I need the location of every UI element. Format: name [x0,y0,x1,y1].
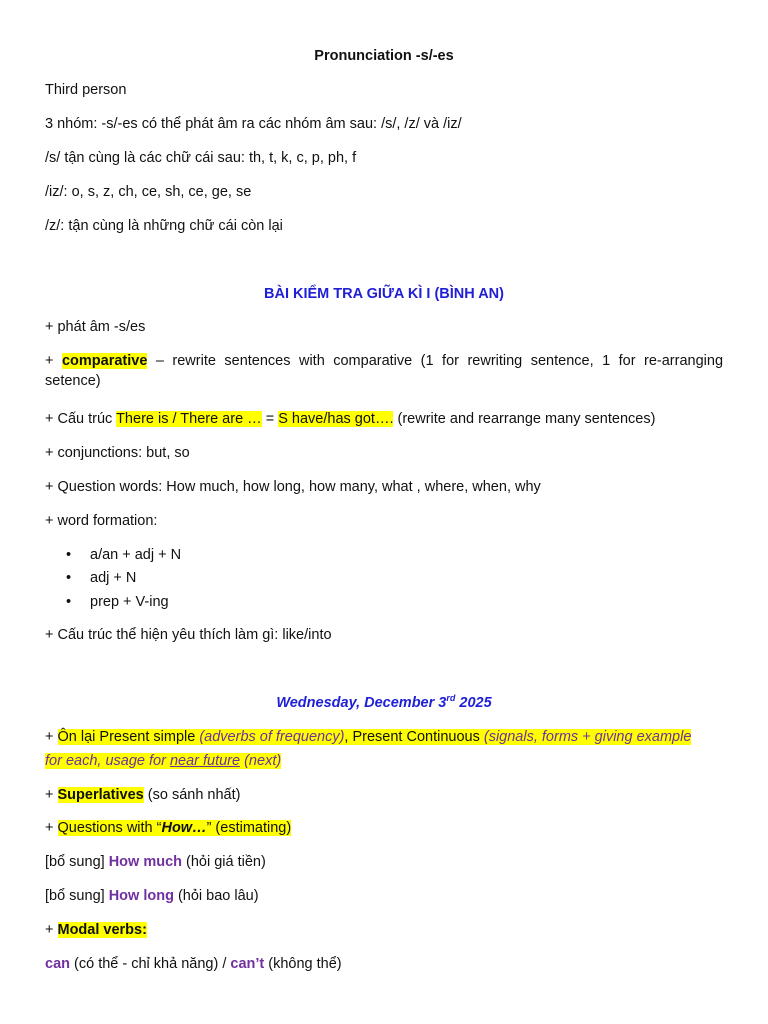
text-line: 3 nhóm: -s/-es có thể phát âm ra các nhóm âm sau: /s/, /z/ và /iz/ [45,116,462,132]
date-year: 2025 [455,695,492,711]
bullet-item: • a/an + adj + N [90,545,181,565]
item-prefix: + [45,922,58,938]
highlight-next: (next) [240,753,282,769]
section-title-date [45,693,723,713]
item-text: [bổ sung] [45,888,109,904]
highlight-how: How… [161,820,207,836]
highlight-there-is: There is / There are … [116,411,262,427]
item-prefix: + [45,787,58,803]
list-item-structure [45,409,723,429]
item-text: (có thể - chỉ khả năng) / [70,956,231,972]
highlight-comparative: comparative [61,353,148,369]
list-item-comparative [45,351,723,391]
list-item-how-much [45,852,723,872]
list-item: + phát âm -s/es [45,319,146,335]
text-line: /iz/: o, s, z, ch, ce, sh, ce, ge, se [45,184,252,200]
text-line: /z/: tận cùng là những chữ cái còn lại [45,218,283,234]
section-title-pronunciation: Pronunciation -s/-es [314,48,454,64]
list-item: + Cấu trúc thể hiện yêu thích làm gì: like/into [45,627,332,643]
highlight-signals: (signals, forms + giving example [483,729,692,745]
list-item: + Question words: How much, how long, how many, what , where, when, why [45,479,541,495]
item-text: (không thể) [264,956,342,972]
highlight-questions: Questions with “ [57,820,162,836]
item-text: (hỏi bao lâu) [173,888,259,904]
text-line: /s/ tận cùng là các chữ cái sau: th, t, k, c, p, ph, f [45,150,357,166]
item-text: – rewrite sentences with comparative (1 for rewriting sentence, 1 for re-arranging setence) [45,353,724,389]
highlight-estimating: ” (estimating) [206,820,292,836]
item-text: [bổ sung] [45,854,109,870]
item-text: (so sánh nhất) [143,787,241,803]
date-text: Wednesday, December 3 [276,695,447,711]
item-prefix: + Cấu trúc [45,411,117,427]
item-prefix: + [45,729,58,745]
item-prefix: + [45,820,58,836]
text-line: Third person [45,82,127,98]
highlight-review: Ôn lại Present simple [57,729,200,745]
bullet-item: • adj + N [90,568,136,588]
highlight-usage: for each, usage for [45,753,170,769]
list-item: + word formation: [45,513,158,529]
list-item-questions [45,818,723,838]
bullet-item: • prep + V-ing [90,592,169,612]
item-text: (rewrite and rearrange many sentences) [393,411,656,427]
list-item-modal [45,920,723,940]
list-item-superlatives [45,785,723,805]
item-text: (hỏi giá tiền) [182,854,266,870]
section-title-midterm: BÀI KIỂM TRA GIỮA KÌ I (BÌNH AN) [264,286,504,302]
keyword-how-long: How long [108,888,174,904]
list-item-how-long [45,886,723,906]
list-item-review-cont [45,751,723,771]
highlight-present-continuous: , Present Continuous [344,729,484,745]
list-item: + conjunctions: but, so [45,445,190,461]
highlight-near-future: near future [169,753,241,769]
keyword-can: can [45,956,70,972]
highlight-modal-verbs: Modal verbs: [57,922,147,938]
date-suffix: rd [446,693,456,704]
keyword-cant: can’t [230,956,265,972]
list-item-can [45,954,723,974]
item-text: = [261,411,279,427]
list-item-review [45,727,723,747]
highlight-adverbs: (adverbs of frequency) [199,729,345,745]
item-prefix: + [45,353,62,369]
highlight-superlatives: Superlatives [57,787,144,803]
keyword-how-much: How much [108,854,182,870]
highlight-have-got: S have/has got…. [278,411,394,427]
